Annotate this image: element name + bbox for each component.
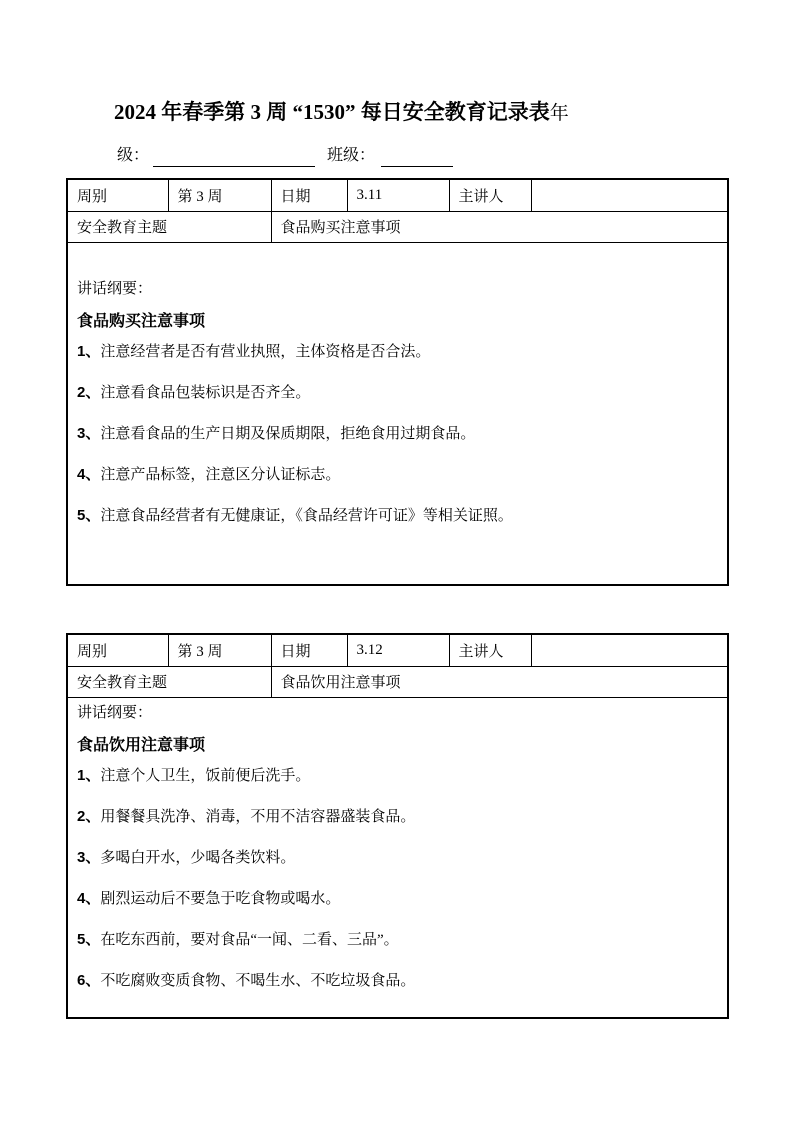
content-title: 食品饮用注意事项 bbox=[77, 736, 206, 754]
item-number: 2、 bbox=[77, 807, 101, 825]
date-value-cell: 3.12 bbox=[347, 634, 449, 666]
table-row bbox=[67, 634, 728, 666]
week-label-cell: 周别 bbox=[67, 179, 168, 211]
outline-item bbox=[77, 766, 721, 786]
item-text: 注意产品标签，注意区分认证标志。 bbox=[100, 467, 341, 484]
topic-value-cell: 食品购买注意事项 bbox=[271, 211, 728, 242]
table-row bbox=[67, 697, 728, 1018]
outline-item bbox=[77, 971, 721, 991]
item-number: 5、 bbox=[77, 507, 101, 525]
outline-item bbox=[77, 383, 721, 403]
outline-item bbox=[77, 465, 721, 485]
page-title-text: 2024 年春季第 3 周 “1530” 每日安全教育记录表 bbox=[114, 100, 550, 124]
item-number: 3、 bbox=[77, 848, 101, 866]
speaker-value-cell[interactable] bbox=[531, 179, 728, 211]
item-text: 注意经营者是否有营业执照，主体资格是否合法。 bbox=[100, 344, 431, 361]
item-number: 1、 bbox=[77, 766, 101, 784]
outline-label: 讲话纲要： bbox=[77, 281, 153, 298]
grade-label: 级： bbox=[117, 147, 150, 164]
table-row bbox=[67, 211, 728, 242]
content-title: 食品购买注意事项 bbox=[77, 313, 206, 331]
table-row bbox=[67, 666, 728, 697]
speaker-value-cell[interactable] bbox=[531, 634, 728, 666]
daily-record-table-1 bbox=[66, 178, 729, 586]
outline-cell bbox=[67, 242, 728, 585]
item-text: 多喝白开水，少喝各类饮料。 bbox=[100, 849, 296, 866]
outline-cell bbox=[67, 697, 728, 1018]
item-number: 3、 bbox=[77, 425, 101, 443]
daily-record-table-2 bbox=[66, 633, 729, 1019]
outline-item bbox=[77, 889, 721, 909]
item-text: 用餐餐具洗净、消毒，不用不洁容器盛装食品。 bbox=[100, 808, 416, 825]
table-row bbox=[67, 179, 728, 211]
item-text: 注意食品经营者有无健康证，《食品经营许可证》等相关证照。 bbox=[100, 508, 513, 525]
speaker-label-cell: 主讲人 bbox=[449, 634, 531, 666]
item-number: 4、 bbox=[77, 466, 101, 484]
grade-class-line bbox=[117, 145, 453, 167]
page-title bbox=[114, 99, 569, 127]
table-row bbox=[67, 242, 728, 585]
item-text: 注意看食品的生产日期及保质期限，拒绝食用过期食品。 bbox=[100, 426, 476, 443]
date-value-cell: 3.11 bbox=[347, 179, 449, 211]
item-text: 不吃腐败变质食物、不喝生水、不吃垃圾食品。 bbox=[100, 972, 416, 989]
week-label-cell: 周别 bbox=[67, 634, 168, 666]
item-number: 5、 bbox=[77, 930, 101, 948]
item-number: 4、 bbox=[77, 889, 101, 907]
class-blank-field[interactable] bbox=[381, 149, 453, 167]
topic-label-cell: 安全教育主题 bbox=[67, 211, 271, 242]
item-number: 2、 bbox=[77, 384, 101, 402]
item-number: 6、 bbox=[77, 971, 101, 989]
item-text: 注意看食品包装标识是否齐全。 bbox=[100, 385, 311, 402]
class-label: 班级： bbox=[327, 147, 376, 164]
date-label-cell: 日期 bbox=[271, 179, 347, 211]
item-text: 在吃东西前，要对食品“一闻、二看、三品”。 bbox=[100, 931, 399, 948]
date-label-cell: 日期 bbox=[271, 634, 347, 666]
outline-label: 讲话纲要： bbox=[77, 704, 153, 721]
topic-value-cell: 食品饮用注意事项 bbox=[271, 666, 728, 697]
topic-label-cell: 安全教育主题 bbox=[67, 666, 271, 697]
item-text: 剧烈运动后不要急于吃食物或喝水。 bbox=[100, 890, 341, 907]
outline-item bbox=[77, 506, 721, 526]
outline-item bbox=[77, 848, 721, 868]
item-text: 注意个人卫生，饭前便后洗手。 bbox=[100, 767, 311, 784]
week-value-cell: 第 3 周 bbox=[168, 634, 271, 666]
outline-item bbox=[77, 342, 721, 362]
speaker-label-cell: 主讲人 bbox=[449, 179, 531, 211]
week-value-cell: 第 3 周 bbox=[168, 179, 271, 211]
item-number: 1、 bbox=[77, 343, 101, 361]
outline-item bbox=[77, 424, 721, 444]
grade-blank-field[interactable] bbox=[153, 149, 315, 167]
page-title-year-suffix: 年 bbox=[549, 103, 569, 124]
outline-item bbox=[77, 930, 721, 950]
outline-item bbox=[77, 807, 721, 827]
